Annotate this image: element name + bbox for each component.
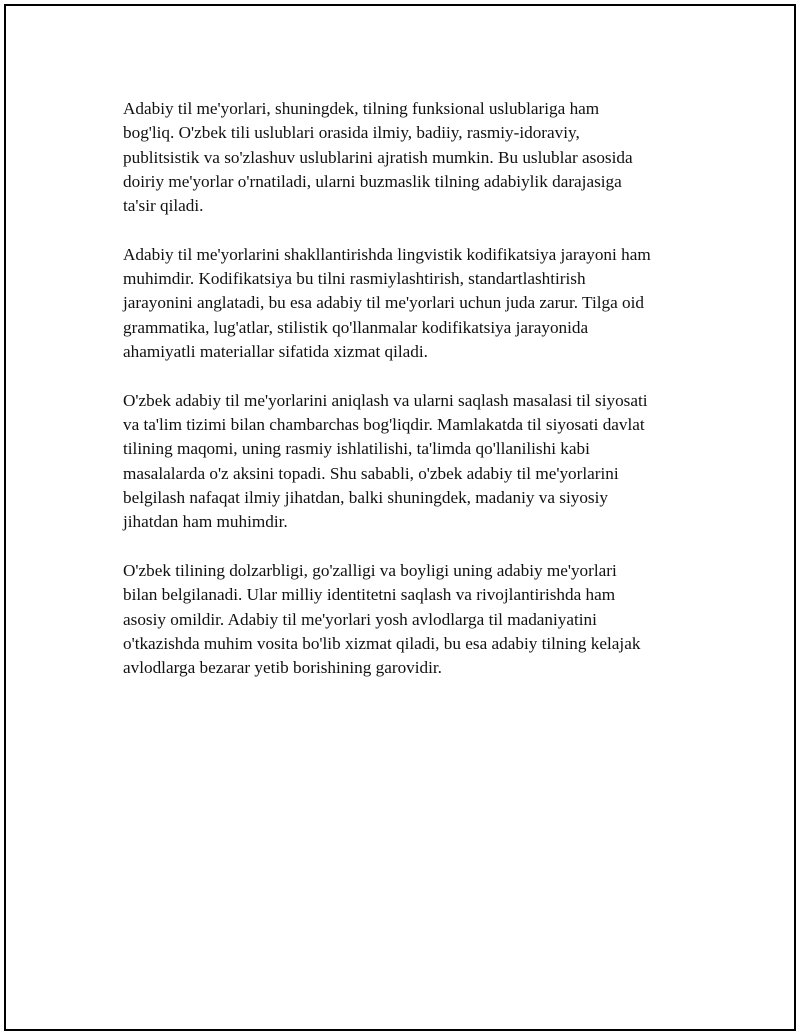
paragraph-3 <box>123 389 703 535</box>
text-line: bog'liq. O'zbek tili uslublari orasida ilmiy, badiiy, rasmiy-idoraviy, <box>123 123 580 143</box>
text-line: doiriy me'yorlar o'rnatiladi, ularni buzmaslik tilning adabiylik darajasiga <box>123 171 622 191</box>
text-line: ahamiyatli materiallar sifatida xizmat qiladi. <box>123 342 428 362</box>
text-line: O'zbek tilining dolzarbligi, go'zalligi va boyligi uning adabiy me'yorlari <box>123 560 617 580</box>
text-line: O'zbek adabiy til me'yorlarini aniqlash va ularni saqlash masalasi til siyosati <box>123 390 648 410</box>
text-line: va ta'lim tizimi bilan chambarchas bog'liqdir. Mamlakatda til siyosati davlat <box>123 415 645 435</box>
text-line: muhimdir. Kodifikatsiya bu tilni rasmiylashtirish, standartlashtirish <box>123 269 586 289</box>
text-line: ta'sir qiladi. <box>123 196 204 216</box>
document-body <box>123 97 703 680</box>
page-border <box>4 4 796 1031</box>
text-line: tilining maqomi, uning rasmiy ishlatilishi, ta'limda qo'llanilishi kabi <box>123 439 590 459</box>
text-line: masalalarda o'z aksini topadi. Shu sababli, o'zbek adabiy til me'yorlarini <box>123 463 619 483</box>
text-line: grammatika, lug'atlar, stilistik qo'llanmalar kodifikatsiya jarayonida <box>123 317 589 337</box>
text-line: jihatdan ham muhimdir. <box>123 512 288 532</box>
text-line: Adabiy til me'yorlarini shakllantirishda lingvistik kodifikatsiya jarayoni ham <box>123 244 651 264</box>
paragraph-1 <box>123 97 703 218</box>
text-line: Adabiy til me'yorlari, shuningdek, tilning funksional uslublariga ham <box>123 99 600 118</box>
paragraph-4 <box>123 559 703 680</box>
text-line: publitsistik va so'zlashuv uslublarini ajratish mumkin. Bu uslublar asosida <box>123 147 633 167</box>
paragraph-2 <box>123 243 703 364</box>
text-line: bilan belgilanadi. Ular milliy identitetni saqlash va rivojlantirishda ham <box>123 585 616 605</box>
text-line: belgilash nafaqat ilmiy jihatdan, balki shuningdek, madaniy va siyosiy <box>123 487 608 507</box>
text-line: o'tkazishda muhim vosita bo'lib xizmat qiladi, bu esa adabiy tilning kelajak <box>123 633 641 653</box>
text-line: asosiy omildir. Adabiy til me'yorlari yosh avlodlarga til madaniyatini <box>123 609 597 629</box>
text-line: jarayonini anglatadi, bu esa adabiy til me'yorlari uchun juda zarur. Tilga oid <box>123 293 644 313</box>
text-line: avlodlarga bezarar yetib borishining garovidir. <box>123 658 442 678</box>
